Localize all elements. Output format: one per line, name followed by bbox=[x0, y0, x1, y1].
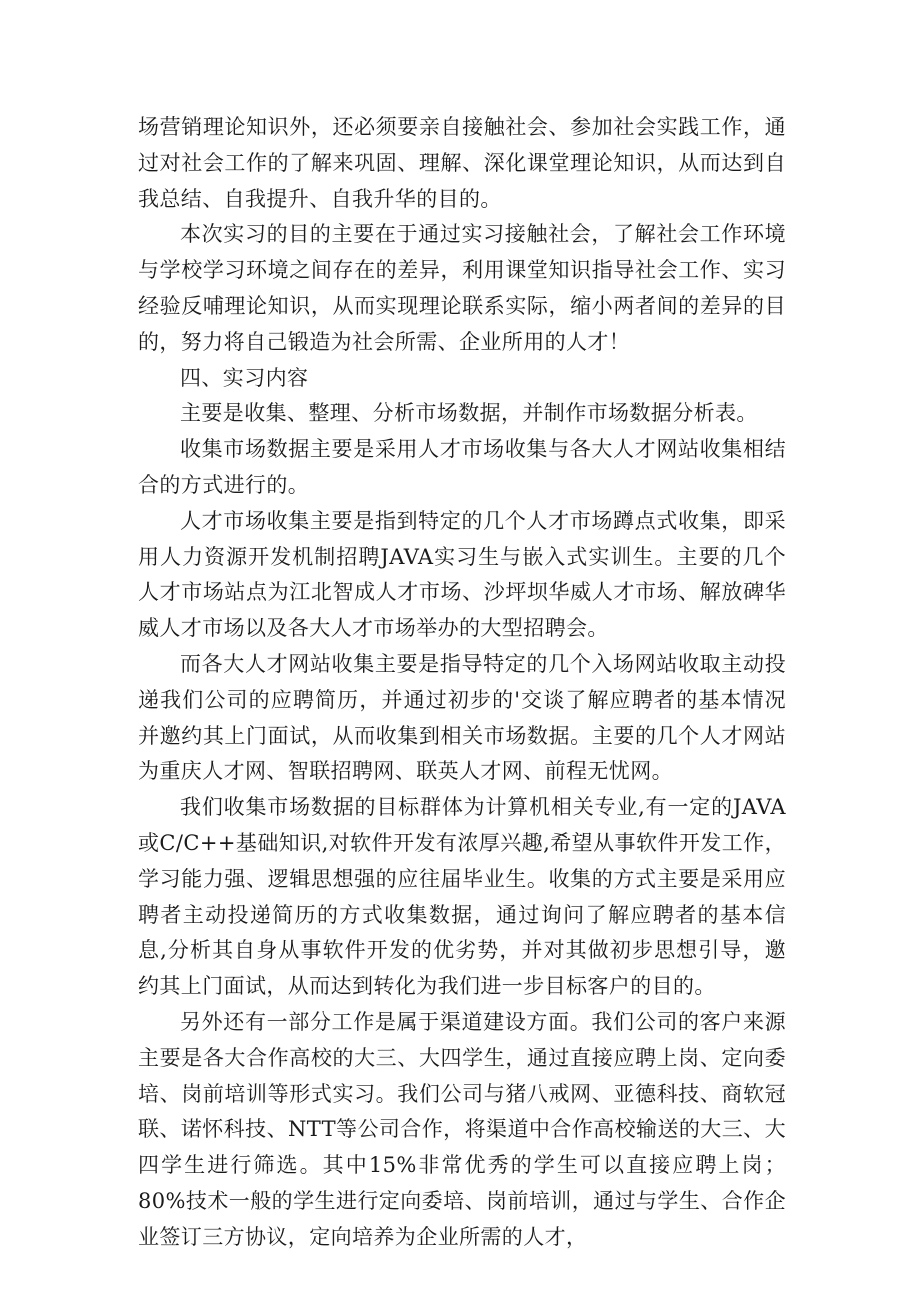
paragraph-website-collection: 而各大人才网站收集主要是指导特定的几个入场网站收取主动投递我们公司的应聘简历，并通过初步的'交谈了解应聘者的基本情况并邀约其上门面试，从而收集到相关市场数据。主要的几个人才网站为重庆人才网、智联招聘网、联英人才网、前程无忧网。 bbox=[138, 651, 786, 784]
paragraph-target-group: 我们收集市场数据的目标群体为计算机相关专业,有一定的JAVA或C/C++基础知识,对软件开发有浓厚兴趣,希望从事软件开发工作，学习能力强、逻辑思想强的应往届毕业生。收集的方式主要是采用应聘者主动投递简历的方式收集数据，通过询问了解应聘者的基本信息,分析其自身从事软件开发的优劣势，并对其做初步思想引导，邀约其上门面试，从而达到转化为我们进一步目标客户的目的。 bbox=[138, 795, 786, 999]
paragraph-internship-purpose: 本次实习的目的主要在于通过实习接触社会，了解社会工作环境与学校学习环境之间存在的差异，利用课堂知识指导社会工作、实习经验反哺理论知识，从而实现理论联系实际，缩小两者间的差异的目的，努力将自己锻造为社会所需、企业所用的人才！ bbox=[138, 222, 786, 354]
paragraph-data-collection-method: 收集市场数据主要是采用人才市场收集与各大人才网站收集相结合的方式进行的。 bbox=[138, 437, 786, 497]
section-heading-internship-content: 四、实习内容 bbox=[180, 365, 309, 390]
paragraph-intro-continuation: 场营销理论知识外，还必须要亲自接触社会、参加社会实践工作，通过对社会工作的了解来巩固、理解、深化课堂理论知识，从而达到自我总结、自我提升、自我升华的目的。 bbox=[138, 115, 786, 211]
paragraph-channel-building: 另外还有一部分工作是属于渠道建设方面。我们公司的客户来源主要是各大合作高校的大三、大四学生，通过直接应聘上岗、定向委培、岗前培训等形式实习。我们公司与猪八戒网、亚德科技、商软冠联、诺怀科技、NTT等公司合作，将渠道中合作高校输送的大三、大四学生进行筛选。其中15%非常优秀的学生可以直接应聘上岗；80%技术一般的学生进行定向委培、岗前培训，通过与学生、合作企业签订三方协议，定向培养为企业所需的人才， bbox=[138, 1009, 786, 1249]
document-body bbox=[138, 110, 786, 1256]
paragraph-main-task: 主要是收集、整理、分析市场数据，并制作市场数据分析表。 bbox=[180, 401, 758, 426]
paragraph-talent-market-collection: 人才市场收集主要是指到特定的几个人才市场蹲点式收集，即采用人力资源开发机制招聘JAVA实习生与嵌入式实训生。主要的几个人才市场站点为江北智成人才市场、沙坪坝华威人才市场、解放碑华威人才市场以及各大人才市场举办的大型招聘会。 bbox=[138, 508, 786, 641]
